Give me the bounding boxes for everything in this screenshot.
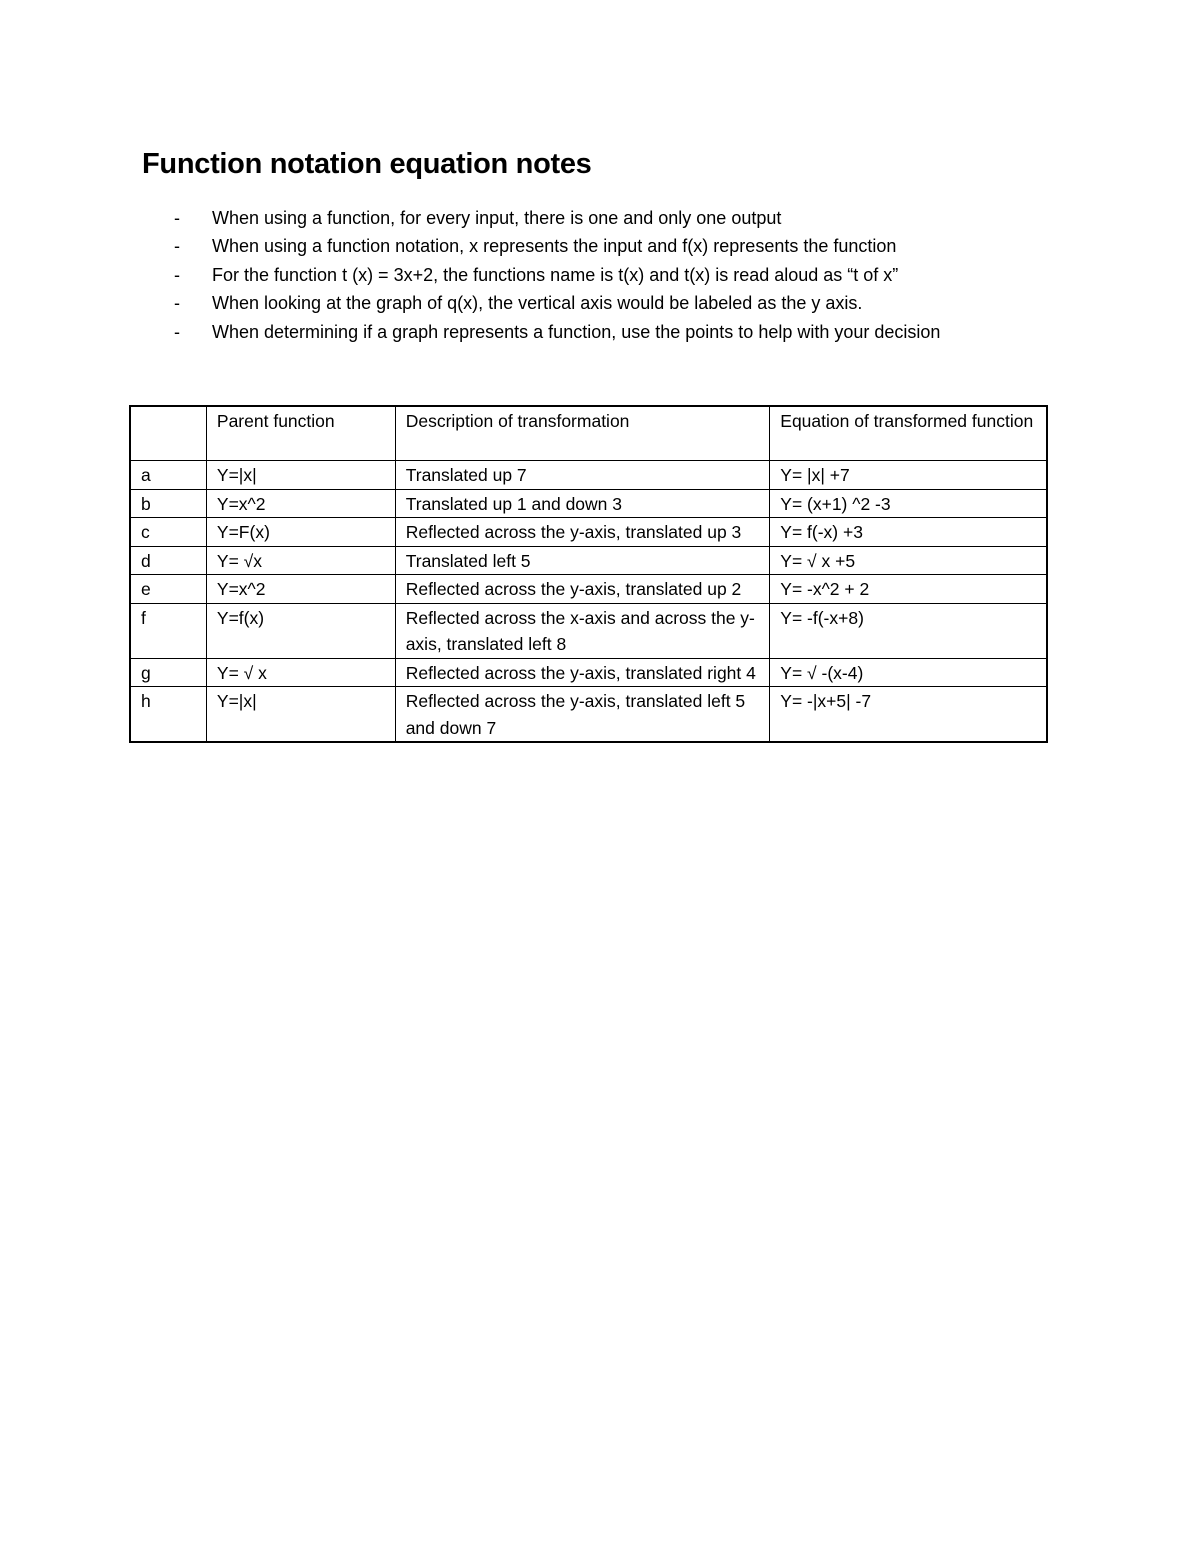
- description-cell: Reflected across the y-axis, translated up 2: [395, 575, 770, 604]
- table-header-row: [130, 406, 1047, 461]
- equation-cell: Y= -x^2 + 2: [770, 575, 1047, 604]
- row-label-cell: f: [130, 603, 206, 658]
- table-row: [130, 687, 1047, 743]
- parent-function-cell: Y=x^2: [206, 575, 395, 604]
- row-label-cell: h: [130, 687, 206, 743]
- parent-function-cell: Y= √ x: [206, 658, 395, 687]
- equation-cell: Y= √ x +5: [770, 546, 1047, 575]
- list-item: [174, 289, 940, 317]
- bullet-dash: -: [174, 293, 180, 314]
- table-row: [130, 575, 1047, 604]
- row-label-cell: d: [130, 546, 206, 575]
- table-row: [130, 546, 1047, 575]
- description-cell: Reflected across the x-axis and across the y-axis, translated left 8: [395, 603, 770, 658]
- description-cell: Translated up 7: [395, 461, 770, 490]
- parent-function-cell: Y= √x: [206, 546, 395, 575]
- row-label-cell: b: [130, 489, 206, 518]
- notes-list: [174, 204, 940, 346]
- list-item: [174, 204, 940, 232]
- table-row: [130, 658, 1047, 687]
- header-cell-label: [130, 406, 206, 461]
- list-item-text: When using a function notation, x represents the input and f(x) represents the function: [212, 236, 897, 257]
- list-item-text: When using a function, for every input, there is one and only one output: [212, 208, 782, 228]
- equation-cell: Y= |x| +7: [770, 461, 1047, 490]
- description-cell: Translated up 1 and down 3: [395, 489, 770, 518]
- equation-cell: Y= f(-x) +3: [770, 518, 1047, 547]
- page-title: Function notation equation notes: [142, 148, 592, 180]
- bullet-dash: -: [174, 208, 180, 228]
- list-item: [174, 318, 940, 346]
- parent-function-cell: Y=f(x): [206, 603, 395, 658]
- row-label-cell: a: [130, 461, 206, 490]
- row-label-cell: g: [130, 658, 206, 687]
- table-row: [130, 461, 1047, 490]
- description-cell: Reflected across the y-axis, translated left 5 and down 7: [395, 687, 770, 743]
- equation-cell: Y= -f(-x+8): [770, 603, 1047, 658]
- description-cell: Reflected across the y-axis, translated right 4: [395, 658, 770, 687]
- row-label-cell: c: [130, 518, 206, 547]
- equation-cell: Y= √ -(x-4): [770, 658, 1047, 687]
- description-cell: Reflected across the y-axis, translated up 3: [395, 518, 770, 547]
- parent-function-cell: Y=F(x): [206, 518, 395, 547]
- table-row: [130, 603, 1047, 658]
- table-row: [130, 518, 1047, 547]
- bullet-dash: -: [174, 264, 180, 285]
- bullet-dash: -: [174, 236, 180, 257]
- list-item-text: When determining if a graph represents a function, use the points to help with your decision: [212, 321, 941, 342]
- header-cell-equation: Equation of transformed function: [770, 406, 1047, 461]
- list-item-text: For the function t (x) = 3x+2, the functions name is t(x) and t(x) is read aloud as “t of x”: [212, 264, 899, 285]
- equation-cell: Y= -|x+5| -7: [770, 687, 1047, 743]
- header-cell-parent-function: Parent function: [206, 406, 395, 461]
- row-label-cell: e: [130, 575, 206, 604]
- table-row: [130, 489, 1047, 518]
- parent-function-cell: Y=x^2: [206, 489, 395, 518]
- parent-function-cell: Y=|x|: [206, 687, 395, 743]
- equation-cell: Y= (x+1) ^2 -3: [770, 489, 1047, 518]
- list-item-text: When looking at the graph of q(x), the vertical axis would be labeled as the y axis.: [212, 293, 863, 314]
- transformations-table: [129, 405, 1048, 743]
- header-cell-description: Description of transformation: [395, 406, 770, 461]
- bullet-dash: -: [174, 321, 180, 342]
- description-cell: Translated left 5: [395, 546, 770, 575]
- list-item: [174, 261, 940, 289]
- parent-function-cell: Y=|x|: [206, 461, 395, 490]
- list-item: [174, 232, 940, 260]
